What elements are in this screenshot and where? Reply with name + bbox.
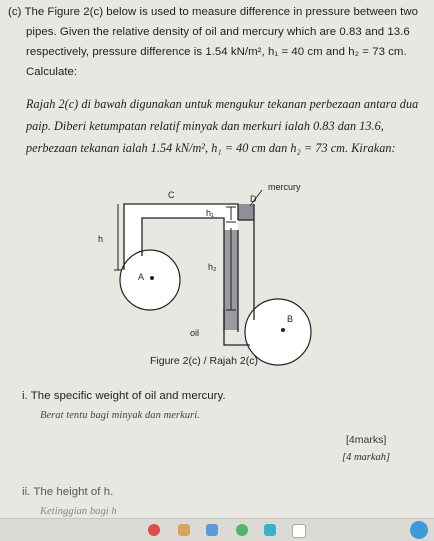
label-c: C [168, 190, 175, 200]
mercury-top-block [238, 204, 254, 220]
point-a [150, 276, 154, 280]
app-blue-icon[interactable] [206, 524, 218, 536]
malay-line-3: perbezaan tekanan ialah 1.54 kN/m², h₁ = 40 cm dan h₂ = 73 cm. Kirakan: [26, 141, 396, 155]
app-green-icon[interactable] [236, 524, 248, 536]
malay-line-1: Rajah 2(c) di bawah digunakan untuk mengukur tekanan perbezaan antara dua [26, 97, 419, 111]
question-line-2: pipes. Given the relative density of oil and mercury which are 0.83 and 13.6 [26, 26, 410, 38]
app-teal-icon[interactable] [264, 524, 276, 536]
question-line-1: (c) The Figure 2(c) below is used to measure difference in pressure between two [8, 6, 418, 18]
figure-caption: Figure 2(c) / Rajah 2(c) [150, 355, 258, 367]
part-i-marks: [4marks] [346, 434, 387, 446]
point-b [281, 328, 285, 332]
device-taskbar [0, 518, 434, 541]
label-d: D [250, 194, 257, 204]
part-i-english: i. The specific weight of oil and mercury. [22, 390, 226, 402]
question-line-3: respectively, pressure difference is 1.54 kN/m², h₁ = 40 cm and h₂ = 73 cm. [26, 46, 407, 58]
app-white-icon[interactable] [292, 524, 306, 538]
question-line-4: Calculate: [26, 66, 78, 78]
label-h2: h₂ [208, 262, 217, 272]
label-a: A [138, 272, 145, 282]
part-i-marks-malay: [4 markah] [342, 452, 391, 463]
label-h: h [98, 234, 104, 244]
label-b: B [287, 314, 294, 324]
manometer-figure [0, 160, 434, 370]
pipe-a-circle [120, 250, 180, 310]
label-h1: h₁ [206, 208, 215, 218]
dimension-h [114, 204, 122, 270]
app-red-icon[interactable] [148, 524, 160, 536]
edit-fab-icon[interactable] [410, 521, 428, 539]
part-ii-english: ii. The height of h. [22, 486, 114, 498]
label-oil: oil [190, 328, 200, 338]
part-i-malay: Berat tentu bagi minyak dan merkuri. [40, 410, 200, 421]
part-ii-malay: Ketinggian bagi h [40, 506, 117, 517]
label-mercury: mercury [268, 182, 301, 192]
app-orange-icon[interactable] [178, 524, 190, 536]
malay-line-2: paip. Diberi ketumpatan relatif minyak dan merkuri ialah 0.83 dan 13.6, [26, 119, 384, 133]
